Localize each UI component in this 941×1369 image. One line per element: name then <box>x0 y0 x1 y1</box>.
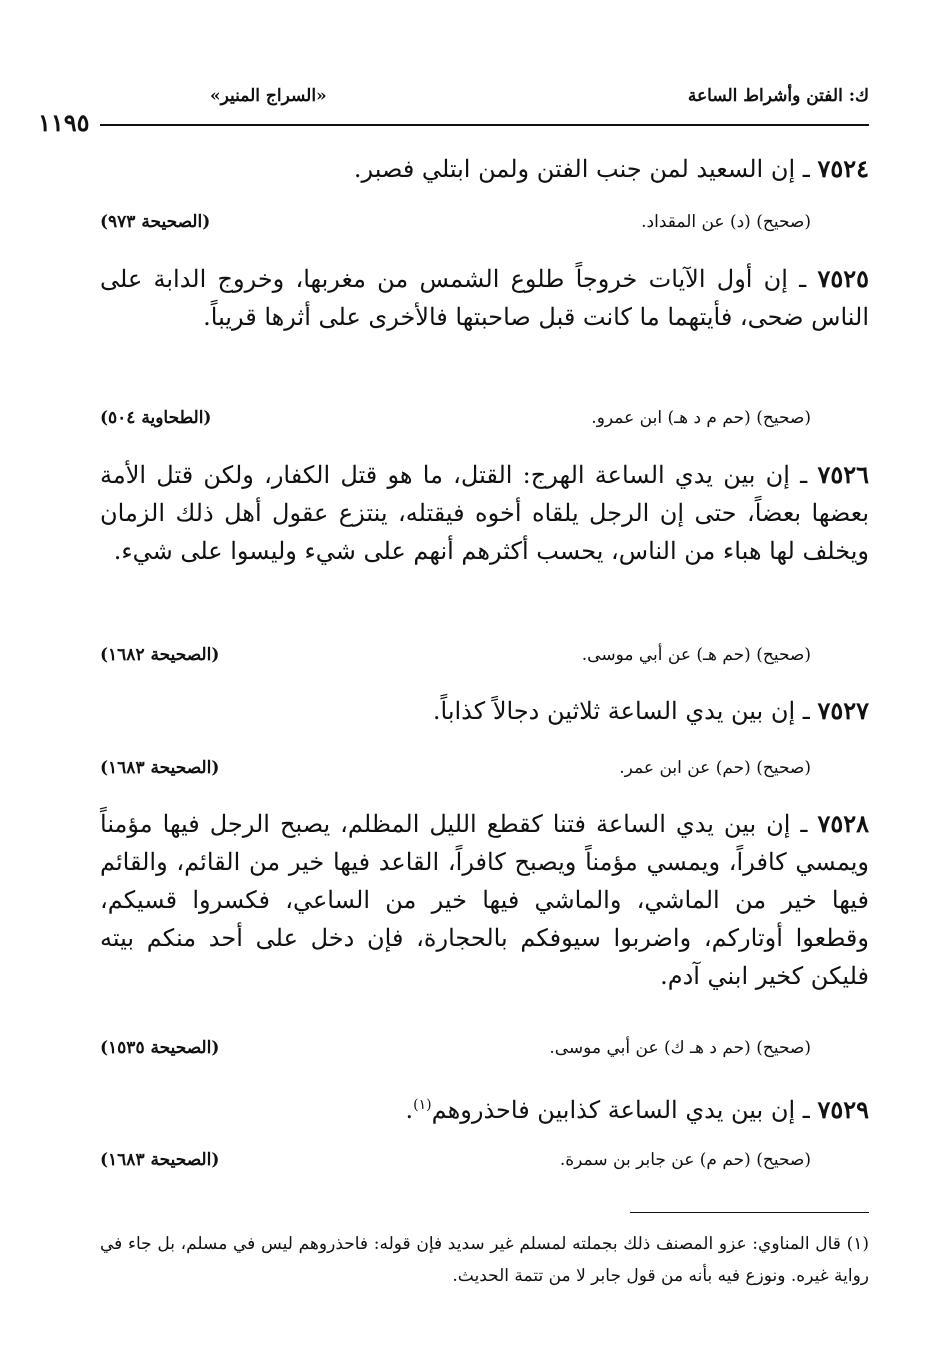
chapter-title: ك: الفتن وأشراط الساعة <box>687 86 869 106</box>
footnote-number: (١) <box>846 1234 870 1254</box>
hadith-source-row <box>100 1150 811 1176</box>
footnote-text: قال المناوي: عزو المصنف ذلك بجملته لمسلم غير سديد فإن قوله: فاحذروهم ليس في مسلم، بل جاء في رواية غيره. ونوزع فيه بأنه من قول جابر لا من تتمة الحديث. <box>100 1234 869 1286</box>
hadith-source: (صحيح) (حم م د هـ) ابن عمرو. <box>591 408 811 428</box>
hadith-number: ٧٥٢٤ <box>817 154 869 183</box>
hadith-source-row <box>100 1038 811 1064</box>
hadith-number: ٧٥٢٩ <box>817 1095 869 1124</box>
footnote-marker: (١) <box>413 1097 432 1113</box>
hadith-text: إن السعيد لمن جنب الفتن ولمن ابتلي فصبر. <box>353 155 796 183</box>
hadith-reference: (الصحيحة ٩٧٣) <box>100 212 211 232</box>
hadith-7524: ٧٥٢٤ ـ إن السعيد لمن جنب الفتن ولمن ابتلي فصبر. <box>353 154 869 183</box>
hadith-reference: (الصحيحة ١٦٨٢) <box>100 645 220 665</box>
hadith-7525: ٧٥٢٥ ـ إن أول الآيات خروجاً طلوع الشمس من مغربها، وخروج الدابة على الناس ضحى، فأيتهما ما كانت قبل صاحبتها فالأخرى على أثرها قريباً. <box>100 264 869 331</box>
hadith-text-end: . <box>405 1096 414 1124</box>
hadith-text: إن بين يدي الساعة فتنا كقطع الليل المظلم، يصبح الرجل فيها مؤمناً ويمسي كافراً، ويمسي مؤمناً ويصبح كافراً، القاعد فيها خير من القائم، والقائم فيها خير من الماشي، والماشي فيها خير من الساعي، فكسروا قسيكم، وقطعوا أوتاركم، واضربوا سيوفكم بالحجارة، فإن دخل على أحد منكم بيته فليكن كخير ابني آدم. <box>100 810 869 990</box>
hadith-text: إن أول الآيات خروجاً طلوع الشمس من مغربها، وخروج الدابة على الناس ضحى، فأيتهما ما كانت قبل صاحبتها فالأخرى على أثرها قريباً. <box>100 265 869 331</box>
running-header <box>100 84 869 126</box>
hadith-reference: (الطحاوية ٥٠٤) <box>100 408 212 428</box>
hadith-reference: (الصحيحة ١٥٣٥) <box>100 1038 220 1058</box>
hadith-7529: ٧٥٢٩ ـ إن بين يدي الساعة كذابين فاحذروهم$^{(١)}$. <box>405 1095 869 1124</box>
hadith-source: (صحيح) (حم د هـ ك) عن أبي موسى. <box>549 1038 811 1058</box>
hadith-number: ٧٥٢٨ <box>817 809 869 838</box>
hadith-text: إن بين يدي الساعة ثلاثين دجالاً كذاباً. <box>432 697 796 725</box>
hadith-text: إن بين يدي الساعة كذابين فاحذروهم <box>431 1096 796 1124</box>
hadith-source: (صحيح) (حم هـ) عن أبي موسى. <box>581 645 811 665</box>
hadith-reference: (الصحيحة ١٦٨٣) <box>100 758 220 778</box>
hadith-reference: (الصحيحة ١٦٨٣) <box>100 1150 220 1170</box>
hadith-source-row <box>100 758 811 784</box>
hadith-number: ٧٥٢٥ <box>817 264 869 293</box>
footnote <box>100 1228 869 1292</box>
hadith-source: (صحيح) (حم) عن ابن عمر. <box>619 758 811 778</box>
hadith-7526: ٧٥٢٦ ـ إن بين يدي الساعة الهرج: القتل، ما هو قتل الكفار، ولكن قتل الأمة بعضها بعضاً، حتى إن الرجل يلقاه أخوه فيقتله، ينتزع عقول أهل ذلك الزمان ويخلف لها هباء من الناس، يحسب أكثرهم أنهم على شيء وليسوا على شيء. <box>100 460 869 565</box>
hadith-number: ٧٥٢٧ <box>817 696 869 725</box>
hadith-text: إن بين يدي الساعة الهرج: القتل، ما هو قتل الكفار، ولكن قتل الأمة بعضها بعضاً، حتى إن الرجل يلقاه أخوه فيقتله، ينتزع عقول أهل ذلك الزمان ويخلف لها هباء من الناس، يحسب أكثرهم أنهم على شيء وليسوا على شيء. <box>100 461 869 565</box>
hadith-number: ٧٥٢٦ <box>817 460 869 489</box>
hadith-source-row <box>100 645 811 671</box>
hadith-source-row <box>100 408 811 434</box>
footnote-divider <box>630 1212 869 1213</box>
page-number: ١١٩٥ <box>38 108 90 137</box>
hadith-source: (صحيح) (د) عن المقداد. <box>641 212 811 232</box>
hadith-source: (صحيح) (حم م) عن جابر بن سمرة. <box>559 1150 811 1170</box>
hadith-7528: ٧٥٢٨ ـ إن بين يدي الساعة فتنا كقطع الليل المظلم، يصبح الرجل فيها مؤمناً ويمسي كافراً، ويمسي مؤمناً ويصبح كافراً، القاعد فيها خير من القائم، والقائم فيها خير من الماشي، والماشي فيها خير من الساعي، فكسروا قسيكم، وقطعوا أوتاركم، واضربوا سيوفكم بالحجارة، فإن دخل على أحد منكم بيته فليكن كخير ابني آدم. <box>100 809 869 990</box>
book-title: «السراج المنير» <box>210 86 327 106</box>
hadith-source-row <box>100 212 811 238</box>
hadith-7527: ٧٥٢٧ ـ إن بين يدي الساعة ثلاثين دجالاً كذاباً. <box>432 696 869 725</box>
